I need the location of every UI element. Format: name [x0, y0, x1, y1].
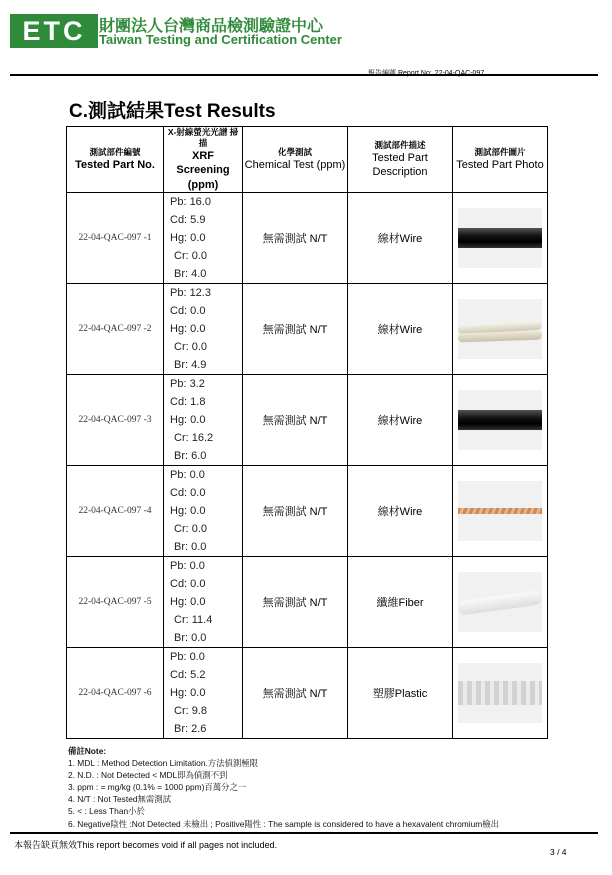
xrf-value: Cd: 0.0 — [170, 486, 206, 499]
header-description: 測試部件描述 Tested Part Description — [348, 127, 453, 193]
org-name-chinese: 財團法人台灣商品檢測驗證中心 — [99, 18, 324, 35]
header-chemical-test: 化學測試 Chemical Test (ppm) — [243, 127, 348, 193]
table-row — [67, 465, 548, 556]
xrf-value: Cr: 11.4 — [174, 613, 213, 626]
xrf-value: Hg: 0.0 — [170, 322, 206, 335]
photo-cell — [453, 374, 548, 465]
xrf-value: Cd: 0.0 — [170, 577, 206, 590]
xrf-value: Br: 6.0 — [174, 449, 207, 462]
note-item: 5. < : Less Than小於 — [68, 806, 145, 817]
table-row — [67, 374, 548, 465]
xrf-value: Hg: 0.0 — [170, 231, 206, 244]
description-cell: 塑膠Plastic — [348, 647, 453, 738]
xrf-value: Cd: 0.0 — [170, 304, 206, 317]
xrf-value: Cr: 16.2 — [174, 431, 214, 444]
xrf-cell — [164, 283, 243, 374]
xrf-value: Pb: 0.0 — [170, 559, 205, 572]
section-title: C.測試結果Test Results — [69, 101, 276, 122]
notes — [68, 745, 499, 830]
xrf-value: Hg: 0.0 — [170, 686, 206, 699]
xrf-cell — [164, 556, 243, 647]
chemical-test-cell: 無需測試 N/T — [243, 465, 348, 556]
header-xrf: X-射線螢光光譜 掃描 XRF Screening (ppm) — [164, 127, 243, 193]
chemical-test-cell: 無需測試 N/T — [243, 192, 348, 283]
xrf-value: Br: 2.6 — [174, 722, 207, 735]
xrf-value: Br: 4.0 — [174, 267, 207, 280]
description-cell: 線材Wire — [348, 283, 453, 374]
photo-cell — [453, 192, 548, 283]
table-row — [67, 556, 548, 647]
description-cell: 線材Wire — [348, 192, 453, 283]
xrf-value: Br: 0.0 — [174, 631, 207, 644]
xrf-value: Hg: 0.0 — [170, 504, 206, 517]
xrf-cell — [164, 465, 243, 556]
footer-note: 本報告缺頁無效This report becomes void if all pages not included. — [14, 840, 278, 850]
xrf-value: Cr: 0.0 — [174, 249, 208, 262]
part-number-cell: 22-04-QAC-097 -3 — [67, 374, 164, 465]
table-header-row — [67, 127, 548, 193]
part-photo — [458, 663, 542, 723]
note-item: 4. N/T : Not Tested無需測試 — [68, 794, 172, 805]
table-row — [67, 283, 548, 374]
org-name-english: Taiwan Testing and Certification Center — [99, 32, 342, 47]
part-number-cell: 22-04-QAC-097 -2 — [67, 283, 164, 374]
xrf-value: Cd: 5.9 — [170, 213, 206, 226]
part-number-cell: 22-04-QAC-097 -1 — [67, 192, 164, 283]
note-item: 3. ppm : = mg/kg (0.1% = 1000 ppm)百萬分之一 — [68, 782, 247, 793]
xrf-value: Hg: 0.0 — [170, 595, 206, 608]
photo-cell — [453, 556, 548, 647]
report-number — [368, 68, 484, 78]
chemical-test-cell: 無需測試 N/T — [243, 647, 348, 738]
table-row — [67, 647, 548, 738]
part-photo — [458, 481, 542, 541]
xrf-value: Cr: 9.8 — [174, 704, 208, 717]
chemical-test-cell: 無需測試 N/T — [243, 283, 348, 374]
xrf-value: Cr: 0.0 — [174, 522, 208, 535]
notes-title: 備註Note: — [68, 746, 107, 756]
photo-cell — [453, 283, 548, 374]
note-item: 2. N.D. : Not Detected < MDL即為偵測不到 — [68, 770, 228, 781]
part-photo — [458, 390, 542, 450]
part-number-cell: 22-04-QAC-097 -5 — [67, 556, 164, 647]
header-photo: 測試部件圖片 Tested Part Photo — [453, 127, 548, 193]
part-photo — [458, 208, 542, 268]
xrf-value: Br: 0.0 — [174, 540, 207, 553]
etc-logo: ETC — [10, 14, 98, 48]
xrf-cell — [164, 192, 243, 283]
chemical-test-cell: 無需測試 N/T — [243, 556, 348, 647]
part-number-cell: 22-04-QAC-097 -4 — [67, 465, 164, 556]
note-item: 1. MDL : Method Detection Limitation.方法偵測極限 — [68, 758, 259, 769]
xrf-value: Pb: 0.0 — [170, 650, 205, 663]
part-photo — [458, 299, 542, 359]
xrf-cell — [164, 374, 243, 465]
xrf-value: Pb: 12.3 — [170, 286, 211, 299]
results-table — [66, 126, 548, 739]
xrf-value: Pb: 0.0 — [170, 468, 205, 481]
description-cell: 線材Wire — [348, 465, 453, 556]
page-number: 3 / 4 — [550, 847, 567, 857]
table-row — [67, 192, 548, 283]
header-divider — [10, 74, 598, 76]
xrf-value: Cr: 0.0 — [174, 340, 208, 353]
xrf-value: Cd: 1.8 — [170, 395, 206, 408]
description-cell: 線材Wire — [348, 374, 453, 465]
photo-cell — [453, 465, 548, 556]
xrf-value: Pb: 3.2 — [170, 377, 205, 390]
photo-cell — [453, 647, 548, 738]
xrf-value: Pb: 16.0 — [170, 195, 211, 208]
footer-divider — [10, 832, 598, 834]
note-item: 6. Negative陰性 :Not Detected 未檢出 ; Positive陽性 : The sample is considered to have a hexavalent chromium檢出 — [68, 818, 500, 829]
xrf-value: Cd: 5.2 — [170, 668, 206, 681]
xrf-cell — [164, 647, 243, 738]
part-number-cell: 22-04-QAC-097 -6 — [67, 647, 164, 738]
header-part-no: 測試部件編號 Tested Part No. — [67, 127, 164, 193]
description-cell: 纖維Fiber — [348, 556, 453, 647]
part-photo — [458, 572, 542, 632]
xrf-value: Hg: 0.0 — [170, 413, 206, 426]
chemical-test-cell: 無需測試 N/T — [243, 374, 348, 465]
xrf-value: Br: 4.9 — [174, 358, 207, 371]
